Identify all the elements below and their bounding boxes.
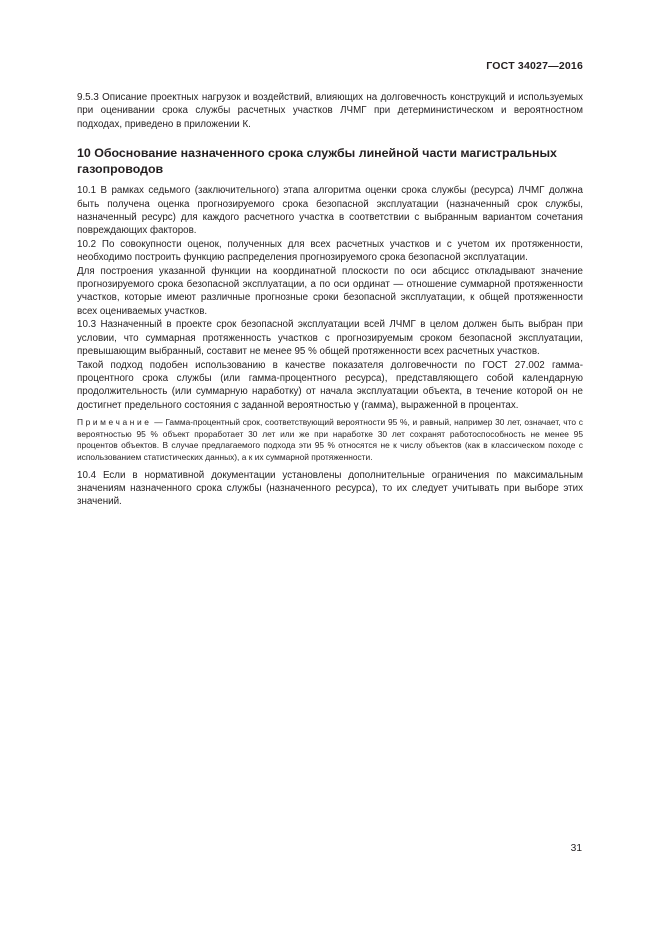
document-id-header: ГОСТ 34027—2016: [486, 60, 583, 72]
section-title-10: 10 Обоснование назначенного срока службы линейной части магистральных газопроводов: [77, 146, 557, 177]
page-number: 31: [570, 843, 582, 854]
note: [77, 417, 583, 463]
paragraph-10-2: 10.2 По совокупности оценок, полученных для всех расчетных участков и с учетом их протяженности, необходимо построить функцию распределения прогнозируемого срока безопасной эксплуатации.: [77, 238, 583, 264]
paragraph-10-1: 10.1 В рамках седьмого (заключительного) этапа алгоритма оценки срока службы (ресурса) ЛЧМГ должна быть получена оценка прогнозируемого срока безопасной эксплуатации (назначенный срок службы, назначенный ресурс) для каждого расчетного участка в соответствии с выбранным вариантом сочетания повреждающих факторов.: [77, 185, 583, 237]
note-text: — Гамма-процентный срок, соответствующий вероятности 95 %, и равный, например 30 лет, означает, что с вероятностью 95 % объект проработает 30 лет или же при наработке 30 лет сохранят работоспособность не менее 95 процентов объектов. В случае предлагаемого подхода эти 95 % относятся не к числу объектов (как в классическом походе с использованием статистических данных), а к их суммарной протяженности.: [77, 417, 583, 462]
paragraph-9-5-3: 9.5.3 Описание проектных нагрузок и воздействий, влияющих на долговечность конструкций и используемых при оценивании срока службы расчетных участков ЛЧМГ при детерминистическом и вероятностном подходах, приведено в приложении К.: [77, 92, 583, 130]
paragraph-10-3: 10.3 Назначенный в проекте срок безопасной эксплуатации всей ЛЧМГ в целом должен быть выбран при условии, что суммарная протяженность участков с прогнозируемым сроком безопасной эксплуатации, превышающим выбранный, составит не менее 95 % общей протяженности всех расчетных участков.: [77, 319, 583, 358]
page-content: [77, 91, 583, 509]
paragraph-10-4: 10.4 Если в нормативной документации установлены дополнительные ограничения по максимальным значениям назначенного срока службы (назначенного ресурса), то их следует учитывать при выборе этих значений.: [77, 469, 583, 508]
paragraph-10-3-continued: Такой подход подобен использованию в качестве показателя долговечности по ГОСТ 27.002 гамма-процентного срока службы (или гамма-процентного ресурса), представляющего собой календарную продолжительность (или суммарную наработку) от начала эксплуатации объекта, в течение которой он не достигнет предельного состояния с заданной вероятностью γ (гамма), выраженной в процентах.: [77, 359, 583, 411]
note-label: Примечание: [77, 417, 152, 428]
paragraph-10-2-continued: Для построения указанной функции на координатной плоскости по оси абсцисс откладывают значение прогнозируемого срока безопасной эксплуатации, а по оси ординат — отношение суммарной протяженности участков, которые имеют различные прогнозные сроки безопасной эксплуатации, к общей протяженности всех оцениваемых участков.: [77, 265, 583, 317]
